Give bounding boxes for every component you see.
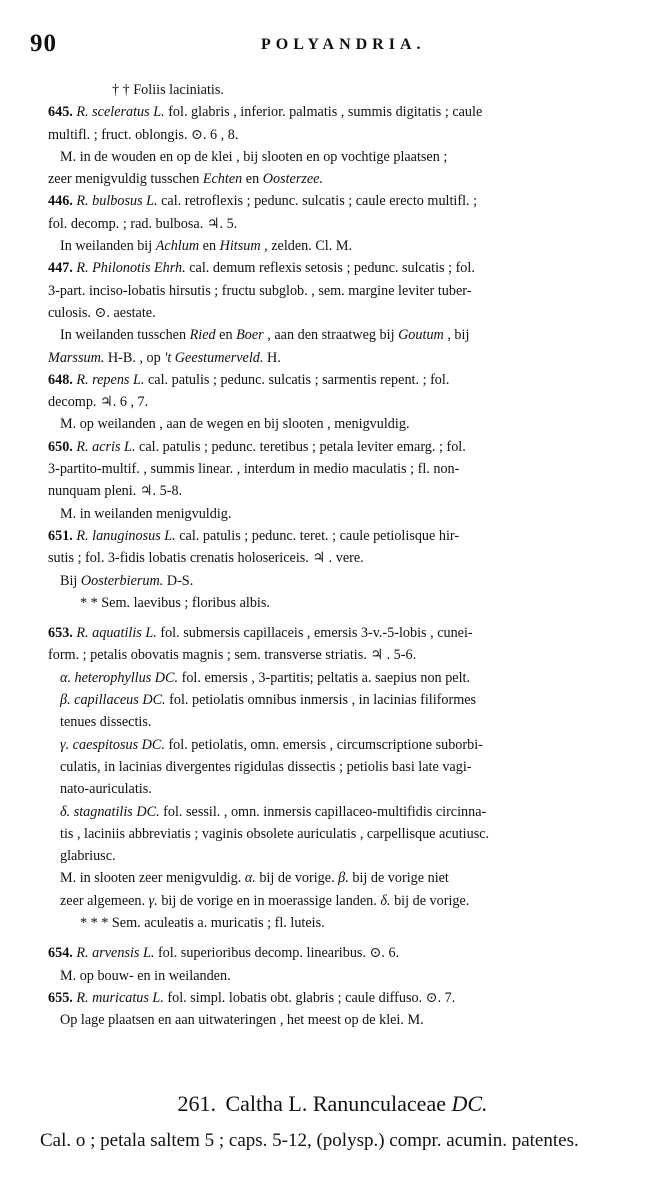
text-span: In weilanden bij	[60, 238, 156, 255]
text-line	[20, 987, 635, 1009]
text-line	[20, 280, 635, 302]
text-line	[20, 168, 635, 190]
text-span: culatis, in lacinias divergentes rigidulas dissectis ; petiolis basi late vagi-	[60, 758, 472, 775]
running-head: POLYANDRIA.	[261, 36, 426, 53]
text-span: cal. patulis ; pedunc. teretibus ; petala leviter emarg. ; fol.	[135, 438, 466, 455]
text-line	[20, 101, 635, 123]
italic-text: R. Philonotis Ehrh.	[76, 260, 186, 277]
text-span: decomp. ♃. 6 , 7.	[48, 394, 149, 411]
text-span: fol. petiolatis, omn. emersis , circumscriptione suborbi-	[164, 736, 483, 753]
italic-text: γ. caespitosus DC.	[60, 736, 165, 753]
text-span: H.	[263, 349, 281, 366]
text-span: , zelden. Cl. M.	[260, 238, 353, 255]
italic-text: Echten	[202, 171, 243, 188]
text-span: Op lage plaatsen en aan uitwateringen , het meest op de klei. M.	[60, 1012, 424, 1029]
genus-name: Caltha L.	[225, 1091, 308, 1116]
family-author: DC.	[451, 1091, 488, 1116]
italic-text: γ.	[148, 892, 158, 909]
text-span: fol. emersis , 3-partitis; peltatis a. saepius non pelt.	[178, 669, 471, 686]
text-span: , aan den straatweg bij	[263, 327, 399, 344]
italic-text: Oosterbierum.	[80, 572, 164, 589]
text-line	[20, 667, 635, 689]
text-line	[20, 689, 635, 711]
text-span: M. in weilanden menigvuldig.	[60, 505, 232, 522]
italic-text: R. bulbosus L.	[76, 193, 158, 210]
text-line	[20, 324, 635, 346]
text-line	[20, 823, 635, 845]
genus-characters: Cal. o ; petala saltem 5 ; caps. 5-12, (polysp.) compr. acumin. patentes.	[40, 1130, 579, 1151]
text-span: fol. sessil. , omn. inmersis capillaceo-multifidis circinna-	[159, 803, 487, 820]
text-span: cal. retroflexis ; pedunc. sulcatis ; caule erecto multifl. ;	[157, 193, 478, 210]
text-span: bij de vorige.	[255, 870, 339, 887]
entry-number: 654.	[48, 945, 77, 962]
text-line	[20, 711, 635, 733]
text-line	[20, 190, 635, 212]
italic-text: δ.	[380, 892, 391, 909]
text-span: M. in slooten zeer menigvuldig.	[60, 870, 245, 887]
entry-number: 648.	[48, 371, 77, 388]
text-span: nunquam pleni. ♃. 5-8.	[48, 483, 183, 500]
entry-number: 650.	[48, 438, 77, 455]
italic-text: β. capillaceus DC.	[60, 692, 166, 709]
text-line	[20, 436, 635, 458]
text-span: † † Foliis laciniatis.	[112, 82, 224, 98]
text-line	[20, 413, 635, 435]
entry-number: 651.	[48, 527, 77, 544]
text-span: fol. superioribus decomp. linearibus. ⊙. 6.	[154, 945, 400, 962]
text-line	[20, 734, 635, 756]
text-span: 3-part. inciso-lobatis hirsutis ; fructu subglob. , sem. margine leviter tuber-	[48, 282, 472, 299]
text-span: sutis ; fol. 3-fidis lobatis crenatis holosericeis. ♃ . vere.	[48, 550, 364, 567]
text-line	[20, 369, 635, 391]
italic-text: 't Geestumerveld.	[164, 349, 264, 366]
text-line	[20, 622, 635, 644]
italic-text: R. repens L.	[76, 371, 145, 388]
text-line	[20, 503, 635, 525]
text-span: M. op weilanden , aan de wegen en bij slooten , menigvuldig.	[60, 416, 410, 433]
text-span: D-S.	[163, 572, 194, 589]
italic-text: α. heterophyllus DC.	[60, 669, 179, 686]
text-span: fol. simpl. lobatis obt. glabris ; caule diffuso. ⊙. 7.	[163, 989, 456, 1006]
text-span: cal. demum reflexis setosis ; pedunc. sulcatis ; fol.	[185, 260, 475, 277]
text-span: Bij	[60, 572, 81, 589]
spacer	[20, 934, 635, 942]
italic-text: R. sceleratus L.	[76, 104, 165, 121]
text-span: M. in de wouden en op de klei , bij slooten en op vochtige plaatsen ;	[60, 148, 448, 165]
page-header	[30, 30, 630, 60]
page-number: 90	[30, 30, 57, 57]
text-line	[20, 235, 635, 257]
text-span: zeer algemeen.	[60, 892, 149, 909]
text-span: H-B. , op	[104, 349, 165, 366]
italic-text: Oosterzee.	[262, 171, 324, 188]
italic-text: R. aquatilis L.	[76, 625, 157, 642]
italic-text: Achlum	[155, 238, 200, 255]
text-line	[20, 756, 635, 778]
italic-text: R. lanuginosus L.	[76, 527, 176, 544]
italic-text: Hitsum	[219, 238, 261, 255]
text-line	[20, 257, 635, 279]
text-span: fol. decomp. ; rad. bulbosa. ♃. 5.	[48, 215, 238, 232]
italic-text: R. muricatus L.	[76, 989, 164, 1006]
text-line	[20, 124, 635, 146]
text-span: tenues dissectis.	[60, 714, 152, 731]
genus-number: 261.	[177, 1091, 216, 1116]
text-line	[20, 644, 635, 666]
italic-text: δ. stagnatilis DC.	[60, 803, 160, 820]
genus-heading	[0, 1090, 665, 1118]
text-line	[20, 347, 635, 369]
text-line	[20, 592, 635, 614]
text-line	[20, 302, 635, 324]
text-span: bij de vorige.	[390, 892, 470, 909]
text-span: bij de vorige en in moerassige landen.	[157, 892, 381, 909]
text-span: zeer menigvuldig tusschen	[48, 171, 203, 188]
text-span: bij de vorige niet	[348, 870, 449, 887]
text-line	[20, 570, 635, 592]
text-span: cal. patulis ; pedunc. sulcatis ; sarmentis repent. ; fol.	[144, 371, 450, 388]
text-line	[20, 801, 635, 823]
italic-text: Marssum.	[48, 349, 105, 366]
spacer	[20, 614, 635, 622]
entry-number: 645.	[48, 104, 77, 121]
text-span: en	[242, 171, 263, 188]
text-line	[20, 778, 635, 800]
text-span: * * * Sem. aculeatis a. muricatis ; fl. luteis.	[80, 914, 325, 931]
text-span: culosis. ⊙. aestate.	[48, 304, 156, 321]
text-span: cal. patulis ; pedunc. teret. ; caule petiolisque hir-	[175, 527, 460, 544]
text-line	[20, 912, 635, 934]
text-line	[20, 391, 635, 413]
text-span: * * Sem. laevibus ; floribus albis.	[80, 594, 270, 611]
entry-number: 655.	[48, 989, 77, 1006]
text-span: multifl. ; fruct. oblongis. ⊙. 6 , 8.	[48, 126, 239, 143]
text-line	[20, 458, 635, 480]
italic-text: β.	[338, 870, 349, 887]
species-text	[20, 79, 635, 1031]
text-line	[20, 547, 635, 569]
text-span: glabriusc.	[60, 848, 116, 865]
text-span: M. op bouw- en in weilanden.	[60, 967, 231, 984]
entry-number: 653.	[48, 625, 77, 642]
text-line	[20, 965, 635, 987]
text-span: en	[215, 327, 237, 344]
text-line	[20, 890, 635, 912]
text-span: form. ; petalis obovatis magnis ; sem. transverse striatis. ♃ . 5-6.	[48, 647, 417, 664]
text-line	[20, 480, 635, 502]
text-span: , bij	[443, 327, 470, 344]
text-line	[20, 146, 635, 168]
italic-text: Ried	[189, 327, 216, 344]
italic-text: R. acris L.	[76, 438, 136, 455]
entry-number: 446.	[48, 193, 77, 210]
text-line	[20, 867, 635, 889]
text-span: In weilanden tusschen	[60, 327, 190, 344]
text-span: fol. petiolatis omnibus inmersis , in lacinias filiformes	[165, 692, 477, 709]
text-span: fol. glabris , inferior. palmatis , summis digitatis ; caule	[164, 104, 483, 121]
italic-text: R. arvensis L.	[76, 945, 155, 962]
text-span: fol. submersis capillaceis , emersis 3-v.-5-lobis , cunei-	[156, 625, 473, 642]
text-span: tis , laciniis abbreviatis ; vaginis obsolete auriculatis , carpellisque acutiusc.	[60, 825, 490, 842]
text-span: 3-partito-multif. , summis linear. , interdum in medio maculatis ; fl. non-	[48, 461, 460, 478]
entry-number: 447.	[48, 260, 77, 277]
text-line	[20, 1009, 635, 1031]
text-line	[20, 213, 635, 235]
text-span: nato-auriculatis.	[60, 781, 152, 798]
text-span: en	[199, 238, 220, 255]
text-line	[20, 942, 635, 964]
italic-text: Boer	[236, 327, 264, 344]
text-line	[20, 79, 635, 101]
text-line	[20, 845, 635, 867]
family-name: Ranunculaceae	[312, 1091, 446, 1116]
italic-text: α.	[244, 870, 256, 887]
italic-text: Goutum	[398, 327, 444, 344]
text-line	[20, 525, 635, 547]
